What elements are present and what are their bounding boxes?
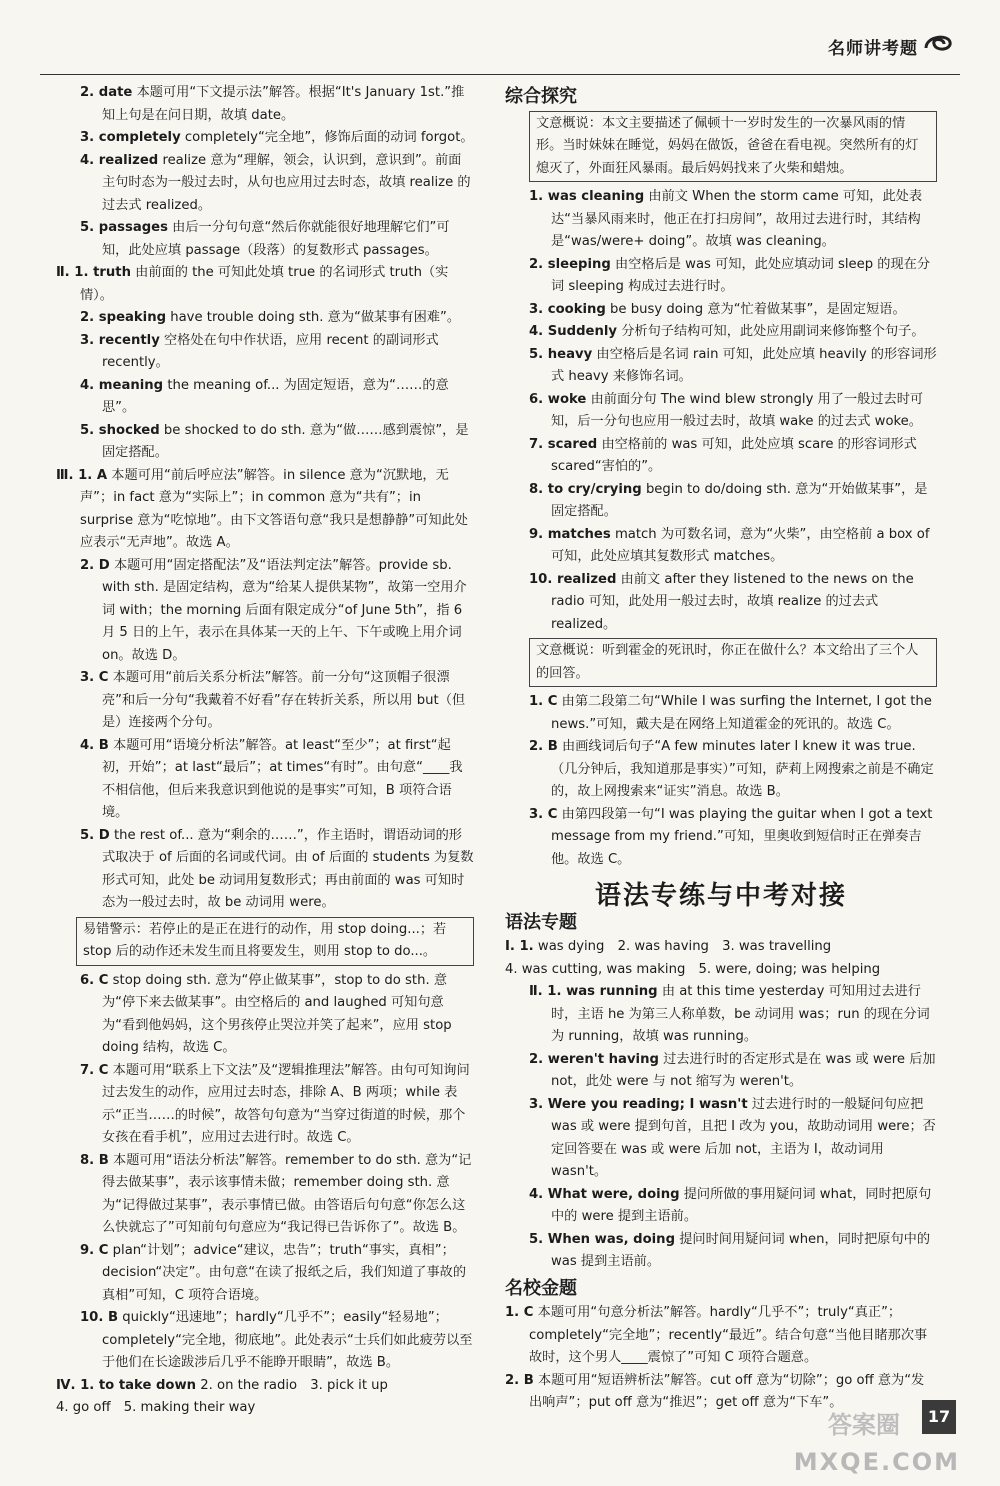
answer-item — [56, 735, 474, 825]
answer-item — [56, 217, 474, 262]
answer-text: 由前面分句 The wind blew strongly 用了一般过去时可知，后一分句也应用一般过去时，故填 wake 的过去式 woke。 — [551, 391, 924, 429]
answer-item — [56, 667, 474, 735]
answer-text: 由画线词后句子“A few minutes later I knew it was true.（几分钟后，我知道那是事实）”可知，萨莉上网搜索之前是不确定的，故上网搜索来“证实”消息。故选 B。 — [551, 739, 934, 799]
answer-text: plan“计划”；advice“建议，忠告”；truth“事实，真相”；decision“决定”。由句意“在读了报纸之后，我们知道了事故的真相”可知，C 项符合语境。 — [102, 1242, 467, 1303]
summary-text: 本文主要描述了佩顿十一岁时发生的一次暴风雨的情形。当时妹妹在睡觉，妈妈在做饭，爸爸在看电视。突然所有的灯熄灭了，外面狂风暴雨。最后妈妈找来了火柴和蜡烛。 — [536, 115, 919, 176]
swirl-logo-icon — [922, 30, 956, 56]
answer-number: 10. realized — [529, 571, 617, 587]
answer-text: be busy doing 意为“忙着做某事”，是固定短语。 — [610, 301, 906, 317]
answer-text: the rest of... 意为“剩余的……”，作主语时，谓语动词的形式取决于 of 后面的名词或代词。由 of 后面的 students 为复数形式可知，此处 be 动词用复数形式；再由前面的 was 可知时态为一般过去时，故 be 动词用 were。 — [102, 827, 474, 910]
answer-text: completely“完全地”，修饰后面的动词 forgot。 — [184, 130, 474, 145]
answer-item — [505, 1049, 937, 1094]
answer-item — [505, 321, 937, 344]
answer-text: stop doing sth. 意为“停止做某事”，stop to do sth. 意为“停下来去做某事”。由空格后的 and laughed 可知句意为“看到他妈妈，这个男孩停止哭泣并笑了起来”，应用 stop doing 结构，故选 C。 — [102, 972, 452, 1055]
header-title: 名师讲考题 — [828, 39, 918, 59]
watermark: MXQE.COM — [793, 1448, 960, 1476]
answer-item — [56, 420, 474, 465]
answer-number: 3. C — [529, 806, 558, 822]
answer-number: 9. C — [80, 1242, 109, 1258]
answer-text: 4. go off 5. making their way — [56, 1400, 256, 1415]
answer-text: 由空格后是名词 rain 可知，此处应填 heavily 的形容词形式 heavy 来修饰名词。 — [551, 346, 937, 384]
answer-number: 2. date — [80, 85, 133, 100]
answer-number: 8. to cry/crying — [529, 481, 642, 497]
answer-text: 本题可用“句意分析法”解答。hardly“几乎不”；truly“真正”；completely“完全地”；recently“最近”。结合句意“当他目睹那次事故时，这个男人____震惊了”可知 C 项符合题意。 — [529, 1305, 928, 1365]
left-column — [56, 82, 474, 1420]
summary-text: 听到霍金的死讯时，你正在做什么？本文给出了三个人的回答。 — [536, 643, 919, 681]
answer-number: 3. recently — [80, 332, 160, 348]
answer-number: 6. C — [80, 972, 109, 988]
answer-text: 本题可用“短语辨析法”解答。cut off 意为“切除”；go off 意为“发出响声”；put off 意为“推迟”；get off 意为“下车”。 — [529, 1372, 925, 1410]
answer-text: have trouble doing sth. 意为“做某事有困难”。 — [170, 310, 461, 325]
answer-text: 分析句子结构可知，此处应用副词来修饰整个句子。 — [621, 324, 925, 339]
answer-text: was dying 2. was having 3. was travelling — [537, 939, 832, 954]
answer-item — [505, 434, 937, 479]
answer-number: 3. C — [80, 670, 109, 685]
answer-item — [56, 1307, 474, 1375]
answer-number: 10. B — [80, 1310, 119, 1325]
answer-text: 本题可用“固定搭配法”及“语法判定法”解答。provide sb. with sth. 是固定结构，意为“给某人提供某物”，故第一空用介词 with；the morning 后面有限定成分“of June 5th”，指 6 月 5 日的上午，表示在具体某一天的上午、下午或晚上用介词 on。故选 D。 — [102, 557, 467, 663]
answer-text: 空格处在句中作状语，应用 recent 的副词形式 recently。 — [102, 332, 439, 370]
answer-item — [56, 262, 474, 307]
answer-item — [505, 186, 937, 254]
answer-number: 9. matches — [529, 526, 611, 542]
warning-box — [76, 917, 474, 966]
answer-item — [505, 389, 937, 434]
answer-text: 提问所做的事用疑问词 what，同时把原句中的 were 提到主语前。 — [551, 1186, 932, 1224]
answer-item — [56, 150, 474, 218]
answer-text: 本题可用“语境分析法”解答。at least“至少”；at first“起初，开始”；at last“最后”；at times“有时”。由句意“____我不相信他，但后来我意识到他说的是事实”可知，B 项符合语境。 — [102, 737, 463, 820]
answer-text: 由 at this time yesterday 可知用过去进行时，主语 he 为第三人称单数，be 动词用 was；run 的现在分词为 running，故填 was running。 — [551, 984, 930, 1044]
answer-number: 1. C — [505, 1305, 534, 1320]
answer-item — [505, 344, 937, 389]
answer-text: 2. on the radio 3. pick it up — [200, 1377, 388, 1393]
answer-text: match 为可数名词，意为“火柴”，由空格前 a box of 可知，此处应填其复数形式 matches。 — [551, 526, 930, 564]
answer-item — [505, 299, 937, 322]
answer-text: 4. was cutting, was making 5. were, doing; was helping — [505, 961, 881, 977]
answer-item — [56, 82, 474, 127]
answer-number: 3. completely — [80, 130, 181, 145]
answer-number: 4. meaning — [80, 377, 164, 393]
right-column — [505, 82, 937, 1415]
answer-text: 本题可用“联系上下文法”及“逻辑推理法”解答。由句可知询问过去发生的动作，应用过去时态，排除 A、B 两项；while 表示“正当……的时候”，故答句句意为“当穿过街道的时候，那个女孩在看手机”，应用过去进行时。故选 C。 — [102, 1062, 470, 1145]
answer-text: 本题可用“下文提示法”解答。根据“It's January 1st.”推知上句是在问日期，故填 date。 — [102, 85, 465, 123]
answer-number: Ⅰ. 1. — [505, 939, 534, 954]
answer-item — [505, 959, 937, 982]
answer-item — [56, 1375, 474, 1398]
answer-item — [56, 555, 474, 668]
chapter-title: 语法专练与中考对接 — [594, 881, 847, 911]
answer-number: 6. woke — [529, 391, 587, 407]
answer-text: quickly“迅速地”；hardly“几乎不”；easily“轻易地”；completely“完全地，彻底地”。此处表示“士兵们如此疲劳以至于他们在长途跋涉后几乎不能睁开眼睛”，故选 B。 — [102, 1310, 473, 1370]
answer-number: 5. D — [80, 827, 110, 843]
answer-item — [505, 1184, 937, 1229]
answer-item — [505, 1094, 937, 1184]
answer-text: 过去进行时的一般疑问句应把 was 或 were 提到句首，且把 I 改为 you，故助动词用 were；否定回答要在 was 或 were 后加 not，主语为 I，故动词用 wasn't。 — [551, 1096, 936, 1179]
answer-number: Ⅲ. 1. A — [56, 467, 108, 483]
section-title: 名校金题 — [505, 1277, 577, 1299]
answer-number: 2. weren't having — [529, 1051, 659, 1067]
answer-number: 4. Suddenly — [529, 324, 617, 339]
answer-number: 4. B — [80, 737, 109, 753]
summary-box — [529, 111, 937, 183]
answer-item — [505, 479, 937, 524]
answer-number: 2. D — [80, 557, 110, 573]
page-number: 17 — [922, 1400, 956, 1434]
answer-item — [505, 736, 937, 804]
answer-item — [56, 127, 474, 150]
answer-text: 由前面的 the 可知此处填 true 的名词形式 truth（实情）。 — [80, 265, 449, 303]
warning-text: 若停止的是正在进行的动作，用 stop doing...；若 stop 后的动作还未发生而且将要发生，则用 stop to do...。 — [83, 921, 447, 959]
answer-item — [505, 524, 937, 569]
answer-text: 由第二段第二句“While I was surfing the Internet, I got the news.”可知，戴夫是在网络上知道霍金的死讯的。故选 C。 — [551, 694, 932, 732]
answer-number: 5. passages — [80, 220, 168, 235]
answer-text: begin to do/doing sth. 意为“开始做某事”，是固定搭配。 — [551, 481, 928, 519]
answer-number: 4. realized — [80, 152, 159, 168]
answer-number: 1. was cleaning — [529, 189, 645, 204]
answer-number: 2. speaking — [80, 310, 167, 325]
summary-label: 文意概说： — [536, 115, 602, 131]
answer-item — [505, 804, 937, 872]
answer-number: Ⅱ. 1. truth — [56, 265, 131, 280]
answer-item — [505, 936, 937, 959]
answer-item — [56, 970, 474, 1060]
answer-number: Ⅱ. 1. was running — [529, 984, 658, 999]
answer-text: 由空格后是 was 可知，此处应填动词 sleep 的现在分词 sleeping 构成过去进行时。 — [551, 256, 931, 294]
answer-text: 由前文 When the storm came 可知，此处表达“当暴风雨来时，他正在打扫房间”，故用过去进行时，其结构是“was/were+ doing”。故填 was cleaning。 — [551, 189, 923, 249]
answer-item — [56, 1060, 474, 1150]
answer-text: be shocked to do sth. 意为“做……感到震惊”，是固定搭配。 — [102, 422, 469, 460]
answer-item — [56, 307, 474, 330]
answer-item — [505, 691, 937, 736]
header-rule — [40, 74, 960, 75]
answer-text: 由后一分句句意“然后你就能很好地理解它们”可知，此处应填 passage（段落）的复数形式 passages。 — [102, 220, 450, 258]
section-title: 综合探究 — [505, 86, 577, 107]
summary-label: 文意概说： — [536, 643, 602, 658]
answer-number: 8. B — [80, 1152, 109, 1168]
answer-number: 4. What were, doing — [529, 1186, 680, 1202]
answer-number: 5. When was, doing — [529, 1231, 676, 1247]
answer-number: 5. shocked — [80, 422, 160, 438]
answer-item — [505, 254, 937, 299]
answer-item — [56, 330, 474, 375]
answer-item — [56, 1397, 474, 1420]
answer-item — [505, 569, 937, 637]
answer-text: the meaning of... 为固定短语，意为“……的意思”。 — [102, 377, 449, 415]
answer-text: 由前文 after they listened to the news on the radio 可知，此处用一般过去时，故填 realize 的过去式 realized。 — [551, 571, 914, 632]
answer-item — [56, 375, 474, 420]
answer-text: 由空格前的 was 可知，此处应填 scare 的形容词形式 scared“害怕的”。 — [551, 436, 917, 474]
answer-number: 7. scared — [529, 436, 598, 452]
answer-text: 过去进行时的否定形式是在 was 或 were 后加 not，此处 were 与 not 缩写为 weren't。 — [551, 1051, 936, 1089]
answer-number: 2. B — [529, 739, 558, 754]
answer-item — [505, 1229, 937, 1274]
answer-item — [56, 465, 474, 555]
answer-number: 1. C — [529, 694, 558, 709]
answer-text: 本题可用“前后关系分析法”解答。前一分句“这顶帽子很漂亮”和后一分句“我戴着不好看”存在转折关系，所以用 but（但是）连接两个分句。 — [102, 670, 466, 730]
answer-text: 本题可用“语法分析法”解答。remember to do sth. 意为“记得去做某事”，表示该事情未做；remember doing sth. 意为“记得做过某事”，表示事情已做。由答语后句句意“你怎么这么快就忘了”可知前句句意应为“我记得已告诉你了”。故选 B。 — [102, 1152, 472, 1235]
summary-box — [529, 638, 937, 687]
answer-number: 2. sleeping — [529, 256, 611, 272]
answer-number: 5. heavy — [529, 346, 593, 362]
answer-number: 7. C — [80, 1062, 109, 1078]
answer-item — [56, 1150, 474, 1240]
answer-item — [56, 1240, 474, 1308]
answer-text: 本题可用“前后呼应法”解答。in silence 意为“沉默地，无声”；in fact 意为“实际上”；in common 意为“共有”；in surprise 意为“吃惊地”。由下文答语句意“我只是想静静”可知此处应表示“无声地”。故选 A。 — [80, 467, 468, 550]
answer-number: 3. Were you reading; I wasn't — [529, 1096, 748, 1112]
answer-number: 2. B — [505, 1372, 534, 1388]
warning-label: 易错警示： — [83, 921, 149, 937]
watermark-cn: 答案圈 — [828, 1411, 900, 1439]
answer-item — [505, 1302, 937, 1370]
answer-text: 提问时间用疑问词 when，同时把原句中的 was 提到主语前。 — [551, 1231, 931, 1269]
answer-number: Ⅳ. 1. to take down — [56, 1377, 197, 1393]
answer-text: realize 意为“理解，领会，认识到，意识到”。前面主句时态为一般过去时，从句也应用过去时态，故填 realize 的过去式 realized。 — [102, 152, 471, 213]
answer-item — [56, 825, 474, 915]
answer-number: 3. cooking — [529, 301, 606, 317]
section-title: 语法专题 — [505, 911, 577, 933]
answer-item — [505, 981, 937, 1049]
answer-text: 由第四段第一句“I was playing the guitar when I got a text message from my friend.”可知，里奥收到短信时正在弹奏吉他。故选 C。 — [551, 806, 933, 867]
